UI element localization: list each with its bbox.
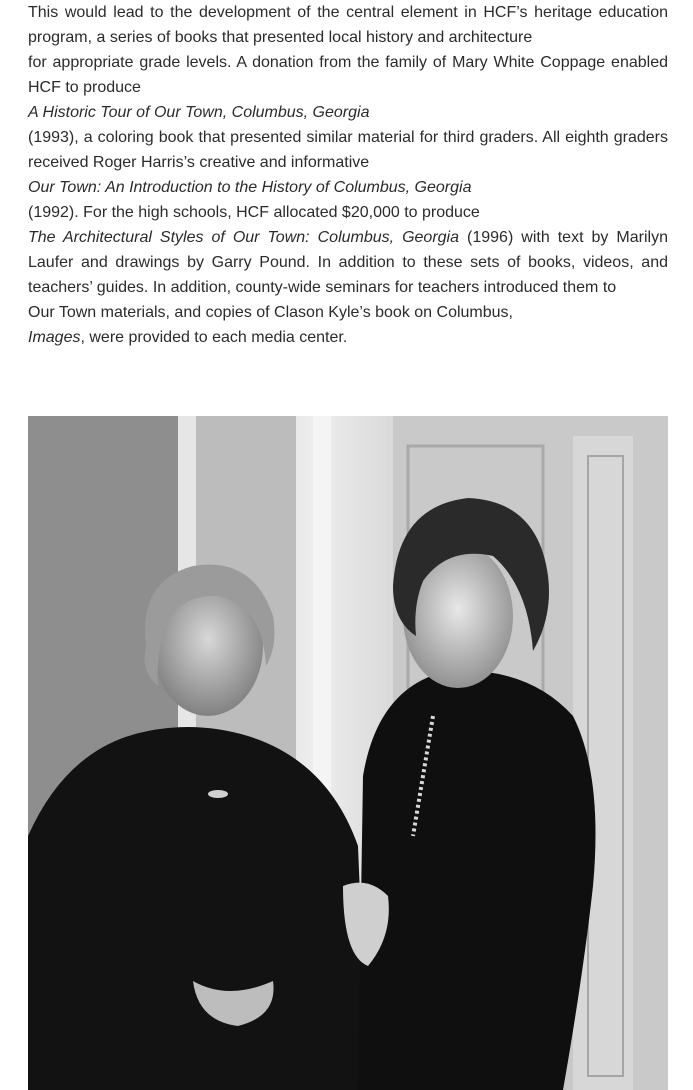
text-line bbox=[28, 325, 668, 350]
text-line bbox=[28, 275, 668, 300]
text-line bbox=[28, 0, 668, 25]
text-line bbox=[28, 150, 668, 175]
body-paragraph bbox=[28, 0, 668, 350]
italic-title-text: The Architectural Styles of Our Town: Columbus, Georgia bbox=[28, 229, 460, 246]
italic-title-text: Our Town: An Introduction to the History of Columbus, Georgia bbox=[28, 179, 472, 196]
text-line bbox=[28, 50, 668, 75]
photo-illustration bbox=[28, 416, 668, 1090]
text-segment: , were provided to each media center. bbox=[80, 329, 348, 346]
text-segment: teachers’ guides. In addition, county-wide seminars for teachers introduced them to bbox=[28, 279, 617, 296]
text-segment: (1992). For the high schools, HCF allocated $20,000 to produce bbox=[28, 204, 480, 221]
text-segment: Our Town materials, and copies of Clason Kyle’s book on Columbus, bbox=[28, 304, 513, 321]
italic-title-text: Images bbox=[28, 329, 81, 346]
text-line bbox=[28, 75, 668, 100]
text-line bbox=[28, 25, 668, 50]
text-segment: received Roger Harris’s creative and informative bbox=[28, 154, 370, 171]
text-segment: program, a series of books that presented local history and architecture bbox=[28, 29, 533, 46]
right-person-body bbox=[358, 671, 596, 1090]
text-segment: (1996) with text by Marilyn bbox=[459, 229, 668, 246]
text-line bbox=[28, 175, 668, 200]
text-segment: This would lead to the development of the central element in HCF’s heritage education bbox=[28, 4, 668, 21]
text-line bbox=[28, 225, 668, 250]
text-line bbox=[28, 200, 668, 225]
text-line bbox=[28, 100, 668, 125]
text-line bbox=[28, 300, 668, 325]
italic-title-text: A Historic Tour of Our Town, Columbus, Georgia bbox=[28, 104, 370, 121]
text-line bbox=[28, 250, 668, 275]
text-line bbox=[28, 125, 668, 150]
historic-photograph bbox=[28, 416, 668, 1090]
text-segment: Laufer and drawings by Garry Pound. In addition to these sets of books, videos, and bbox=[28, 254, 668, 271]
text-segment: for appropriate grade levels. A donation from the family of Mary White Coppage enabled bbox=[28, 54, 668, 71]
text-segment: (1993), a coloring book that presented similar material for third graders. All eighth graders bbox=[28, 129, 668, 146]
left-person-body bbox=[28, 727, 368, 1090]
text-segment: HCF to produce bbox=[28, 79, 141, 96]
